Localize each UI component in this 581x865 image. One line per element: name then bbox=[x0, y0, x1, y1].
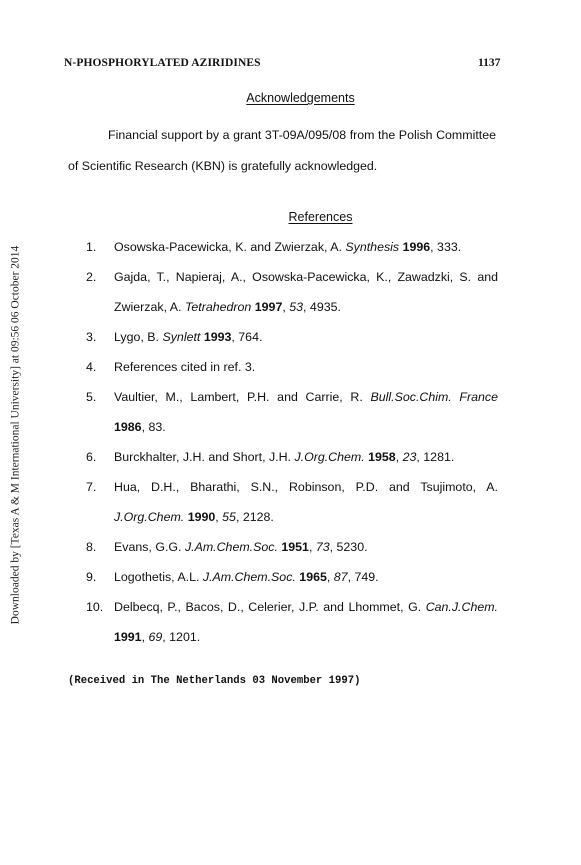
reference-authors: Evans, G.G. bbox=[114, 540, 182, 554]
reference-year: 1993 bbox=[203, 330, 232, 344]
reference-text bbox=[114, 352, 498, 382]
reference-list bbox=[86, 232, 498, 652]
reference-pages: 1281. bbox=[423, 450, 455, 464]
reference-number: 3. bbox=[86, 330, 97, 344]
references-heading: References bbox=[288, 210, 353, 224]
reference-item bbox=[86, 352, 498, 382]
reference-text: Burckhalter, J.H. and Short, J.H. J.Org.Chem. 1958, 23, 1281. bbox=[114, 450, 455, 464]
reference-authors: Delbecq, P., Bacos, D., Celerier, J.P. and Lhommet, G. bbox=[114, 600, 422, 614]
running-head: N-PHOSPHORYLATED AZIRIDINES bbox=[64, 57, 261, 69]
reference-volume: 73 bbox=[315, 540, 330, 554]
reference-item bbox=[86, 592, 498, 652]
reference-journal: Tetrahedron bbox=[184, 300, 252, 314]
reference-volume: 53 bbox=[289, 300, 304, 314]
reference-journal: J.Am.Chem.Soc. bbox=[202, 570, 296, 584]
reference-pages: 4935. bbox=[309, 300, 341, 314]
reference-year: 1951 bbox=[281, 540, 309, 554]
reference-text: Vaultier, M., Lambert, P.H. and Carrie, R. Bull.Soc.Chim. France 1986, 83. bbox=[114, 390, 498, 434]
reference-journal: Can.J.Chem. bbox=[425, 600, 498, 614]
reference-year: 1965 bbox=[299, 570, 327, 584]
acknowledgements-heading: Acknowledgements bbox=[246, 91, 355, 105]
reference-item bbox=[86, 442, 498, 472]
reference-number: 1. bbox=[86, 240, 97, 254]
reference-number: 9. bbox=[86, 570, 97, 584]
reference-authors: Vaultier, M., Lambert, P.H. and Carrie, R. bbox=[114, 390, 363, 404]
reference-journal: Bull.Soc.Chim. France bbox=[370, 390, 498, 404]
reference-journal: J.Org.Chem. bbox=[294, 450, 365, 464]
reference-authors: Osowska-Pacewicka, K. and Zwierzak, A. bbox=[114, 240, 342, 254]
reference-authors: Logothetis, A.L. bbox=[114, 570, 200, 584]
reference-number: 2. bbox=[86, 270, 97, 284]
reference-authors: Hua, D.H., Bharathi, S.N., Robinson, P.D. and Tsujimoto, A. bbox=[114, 480, 498, 494]
reference-year: 1996 bbox=[402, 240, 431, 254]
reference-number: 10. bbox=[86, 600, 104, 614]
reference-year: 1990 bbox=[187, 510, 216, 524]
reference-item bbox=[86, 472, 498, 532]
reference-text: Hua, D.H., Bharathi, S.N., Robinson, P.D. and Tsujimoto, A. J.Org.Chem. 1990, 55, 2128. bbox=[114, 480, 498, 524]
download-watermark-text: Downloaded by [Texas A & M International University] at 09:56 06 October 2014 bbox=[9, 245, 21, 625]
reference-pages: 764. bbox=[238, 330, 263, 344]
reference-volume: 23 bbox=[402, 450, 417, 464]
reference-volume: 87 bbox=[333, 570, 348, 584]
reference-item bbox=[86, 382, 498, 442]
reference-pages: 1201. bbox=[169, 630, 201, 644]
reference-journal: Synlett bbox=[162, 330, 201, 344]
reference-authors: Lygo, B. bbox=[114, 330, 160, 344]
reference-number: 7. bbox=[86, 480, 97, 494]
reference-journal: Synthesis bbox=[345, 240, 400, 254]
reference-item bbox=[86, 232, 498, 262]
reference-text: Gajda, T., Napieraj, A., Osowska-Pacewicka, K., Zawadzki, S. and Zwierzak, A. Tetrahedron 1997, 53, 4935. bbox=[114, 270, 498, 314]
reference-text: Evans, G.G. J.Am.Chem.Soc. 1951, 73, 5230. bbox=[114, 540, 368, 554]
received-note: (Received in The Netherlands 03 November 1997) bbox=[68, 675, 361, 687]
reference-pages: 2128. bbox=[242, 510, 274, 524]
reference-number: 6. bbox=[86, 450, 97, 464]
reference-year: 1997 bbox=[254, 300, 283, 314]
reference-year: 1991 bbox=[114, 630, 142, 644]
reference-pages: 83. bbox=[148, 420, 166, 434]
reference-number: 5. bbox=[86, 390, 97, 404]
reference-authors: Gajda, T., Napieraj, A., Osowska-Pacewicka, K., Zawadzki, S. and Zwierzak, A. bbox=[114, 270, 498, 314]
download-watermark bbox=[3, 205, 27, 665]
acknowledgements-text: Financial support by a grant 3T-09A/095/08 from the Polish Committee of Scientific Research (KBN) is gratefully acknowledged. bbox=[68, 128, 496, 173]
reference-text: Logothetis, A.L. J.Am.Chem.Soc. 1965, 87, 749. bbox=[114, 570, 379, 584]
reference-item bbox=[86, 562, 498, 592]
reference-volume: 69 bbox=[148, 630, 163, 644]
reference-text: Delbecq, P., Bacos, D., Celerier, J.P. and Lhommet, G. Can.J.Chem. 1991, 69, 1201. bbox=[114, 600, 498, 644]
reference-text: Osowska-Pacewicka, K. and Zwierzak, A. Synthesis 1996, 333. bbox=[114, 240, 462, 254]
reference-item bbox=[86, 262, 498, 322]
reference-volume: 55 bbox=[222, 510, 236, 524]
page-number: 1137 bbox=[478, 57, 501, 69]
reference-item bbox=[86, 322, 498, 352]
reference-number: 8. bbox=[86, 540, 97, 554]
reference-year: 1958 bbox=[368, 450, 396, 464]
reference-journal: J.Org.Chem. bbox=[114, 510, 185, 524]
reference-year: 1986 bbox=[114, 420, 142, 434]
reference-item bbox=[86, 532, 498, 562]
reference-text: Lygo, B. Synlett 1993, 764. bbox=[114, 330, 263, 344]
reference-pages: 333. bbox=[437, 240, 462, 254]
reference-number: 4. bbox=[86, 360, 97, 374]
reference-note: References cited in ref. 3. bbox=[114, 360, 256, 374]
reference-pages: 5230. bbox=[336, 540, 368, 554]
reference-authors: Burckhalter, J.H. and Short, J.H. bbox=[114, 450, 291, 464]
reference-journal: J.Am.Chem.Soc. bbox=[184, 540, 278, 554]
reference-pages: 749. bbox=[354, 570, 379, 584]
